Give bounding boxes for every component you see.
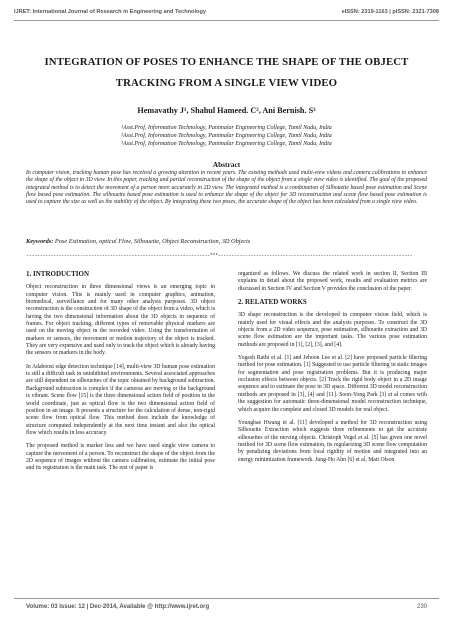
- journal-name: IJRET: International Journal of Research in Engineering and Technology: [14, 9, 206, 15]
- keywords-text: Pose Estimation, optical Flow, Silhouette, Object Reconstruction, 3D Objects: [54, 238, 251, 245]
- volume-info: [26, 604, 209, 610]
- abstract-heading: Abstract: [212, 160, 241, 169]
- running-header: [14, 9, 439, 15]
- page-number: 230: [416, 604, 427, 610]
- journal-url-link[interactable]: http://www.ijret.org: [154, 604, 210, 610]
- paper-title: INTEGRATION OF POSES TO ENHANCE THE SHAPE OF THE OBJECT TRACKING FROM A SINGLE VIEW VIDEO: [44, 56, 409, 89]
- page-footer: [26, 604, 427, 610]
- keywords: [26, 238, 427, 245]
- paragraph-continuation: organized as follows. We discuss the related work in section II, Section III explains in detail about the proposed work, results and evaluation metrics are discussed in Section IV and Section V provides the conclusion of the paper.: [238, 271, 427, 292]
- introduction-heading: 1. INTRODUCTION: [26, 270, 90, 278]
- affiliation-3: ³Asst.Prof, Information Technology, Panimalar Engineering College, Tamil Nadu, India: [121, 141, 332, 148]
- affiliation-2: ²Asst.Prof, Information Technology, Panimalar Engineering College, Tamil Nadu, India: [121, 133, 332, 140]
- affiliation-1: ¹Asst.Prof, Information Technology, Panimalar Engineering College, Tamil Nadu, India: [121, 125, 332, 131]
- paragraph: 3D shape reconstruction is the developed in computer vision field, which is mainly used for visual effects and the analysis purposes. To construct the 3D objects from a 2D video sequence, pose estimation, silhouette extraction and 3D scene flow estimation are the important tasks. The various pose estimation methods are proposed in [1], [2], [3], and [4].: [238, 312, 427, 348]
- paragraph: In Adaboost edge detection technique [14], multi-view 3D human pose estimation is still a difficult task in uninhibited environments. Several associated approaches are still dependent on silhouettes of the topic obtained by background subtraction. Background subtraction is complex if the cameras are moving or the background is vibrant. Scene flow [15] is the three dimensional action field of position in the world coordinate, just as optical flow is the two dimensional action field of position in an image. It presents a structure for the calculation of dense, non-rigid scene flow from optical flow. This method does include the knowledge of structure computed independently at the next time instant and also the optical flow which results in less accuracy.: [26, 363, 215, 436]
- paragraph: Yogesh Rathi et al. [1] and Jehoon Lee et al. [2] have proposed particle filtering method for pose estimation. [1] Suggested to use particle filtering in static images for segmentation and pose registration problems. But it is producing major occlusion effects between objects. [2] Track the rigid body object in a 2D image sequence and to estimate the pose in 3D space. Different 3D model reconstruction methods are proposed in [3], [4] and [11]. Soon-Yong Park [3] et al comes with the suggestion for automatic three-dimensional model reconstruction technique, which acquire the complete and closed 3D models for real object.: [238, 355, 427, 413]
- footer-divider: [14, 598, 439, 599]
- section-separator: --------------------------------------------------------------------***------------------------------------------------------------------------: [26, 252, 413, 259]
- author-list: Hemavathy J¹, Shahul Hameed. C², Ani Bernish. S³: [137, 106, 316, 115]
- abstract-body: In computer vision, tracking human pose has received a growing attention in recent years. The existing methods used multi-view videos and camera calibrations to enhance the shape of the object in 3D view. In this paper, tracking and partial reconstruction of the shape of the object from a single view video is identified. The goal of the proposed integrated method is to detect the movement of a person more accurately in 2D view. The integrated method is a combination of Silhouette based pose estimation and Scene flow based pose estimation. The silhouette based pose estimation is used to enhance the shape of the object for 3D reconstruction and scene flow based pose estimation is used to capture the size as well as the stability of the object. By integrating these two poses, the accurate shape of the object has been calculated from a single view video.: [26, 170, 427, 206]
- left-column: [26, 271, 215, 479]
- paragraph: Youngbae Hwang et al. [11] developed a method for 3D reconstruction using Silhouette Extraction which suggests three refinements to get the accurate silhouettes of the moving objects. Christoph Vogel et al. [5] has given one novel method for 3D scene flow estimation, its regularizing 3D scene flow computation by penalizing deviations from local rigidity of motion and integrated into an energy minimization framework. Jung-Ho Ahn [6] et al, Matt Olson: [238, 419, 427, 463]
- related-works-heading: 2. RELATED WORKS: [238, 298, 307, 307]
- paragraph: The proposed method is marker less and we have used single view camera to capture the movement of a person. To reconstruct the shape of the object from the 2D sequence of images without the camera calibration, estimate the initial pose and its registration is the main task. The rest of paper is: [26, 443, 215, 472]
- right-column: [238, 271, 427, 470]
- paragraph: Object reconstruction in three dimensional views is an emerging topic in computer vision. This is mainly used in computer graphics, animation, biomedical, surveillance and for many other analysis purposes. 3D object reconstruction is the construction of 3D shape of the object from a video, which is having the two dimensional information about the 3D objects in sequence of frames. For object tracking, different types of removable physical markers are used on the moving object in the recorded video. Using the transformation of markers or sensors, the movement or motion trajectory of the object is tracked. They are very expensive and used only to track the object which is already having the sensors or markers in the body.: [26, 284, 215, 357]
- affiliations: [20, 124, 433, 149]
- header-divider: [14, 20, 439, 21]
- volume-label: Volume: 03 Issue: 12 | Dec-2014, Available @: [26, 604, 154, 610]
- issn-info: eISSN: 2319-1163 | pISSN: 2321-7308: [341, 9, 439, 15]
- keywords-label: Keywords:: [26, 238, 54, 245]
